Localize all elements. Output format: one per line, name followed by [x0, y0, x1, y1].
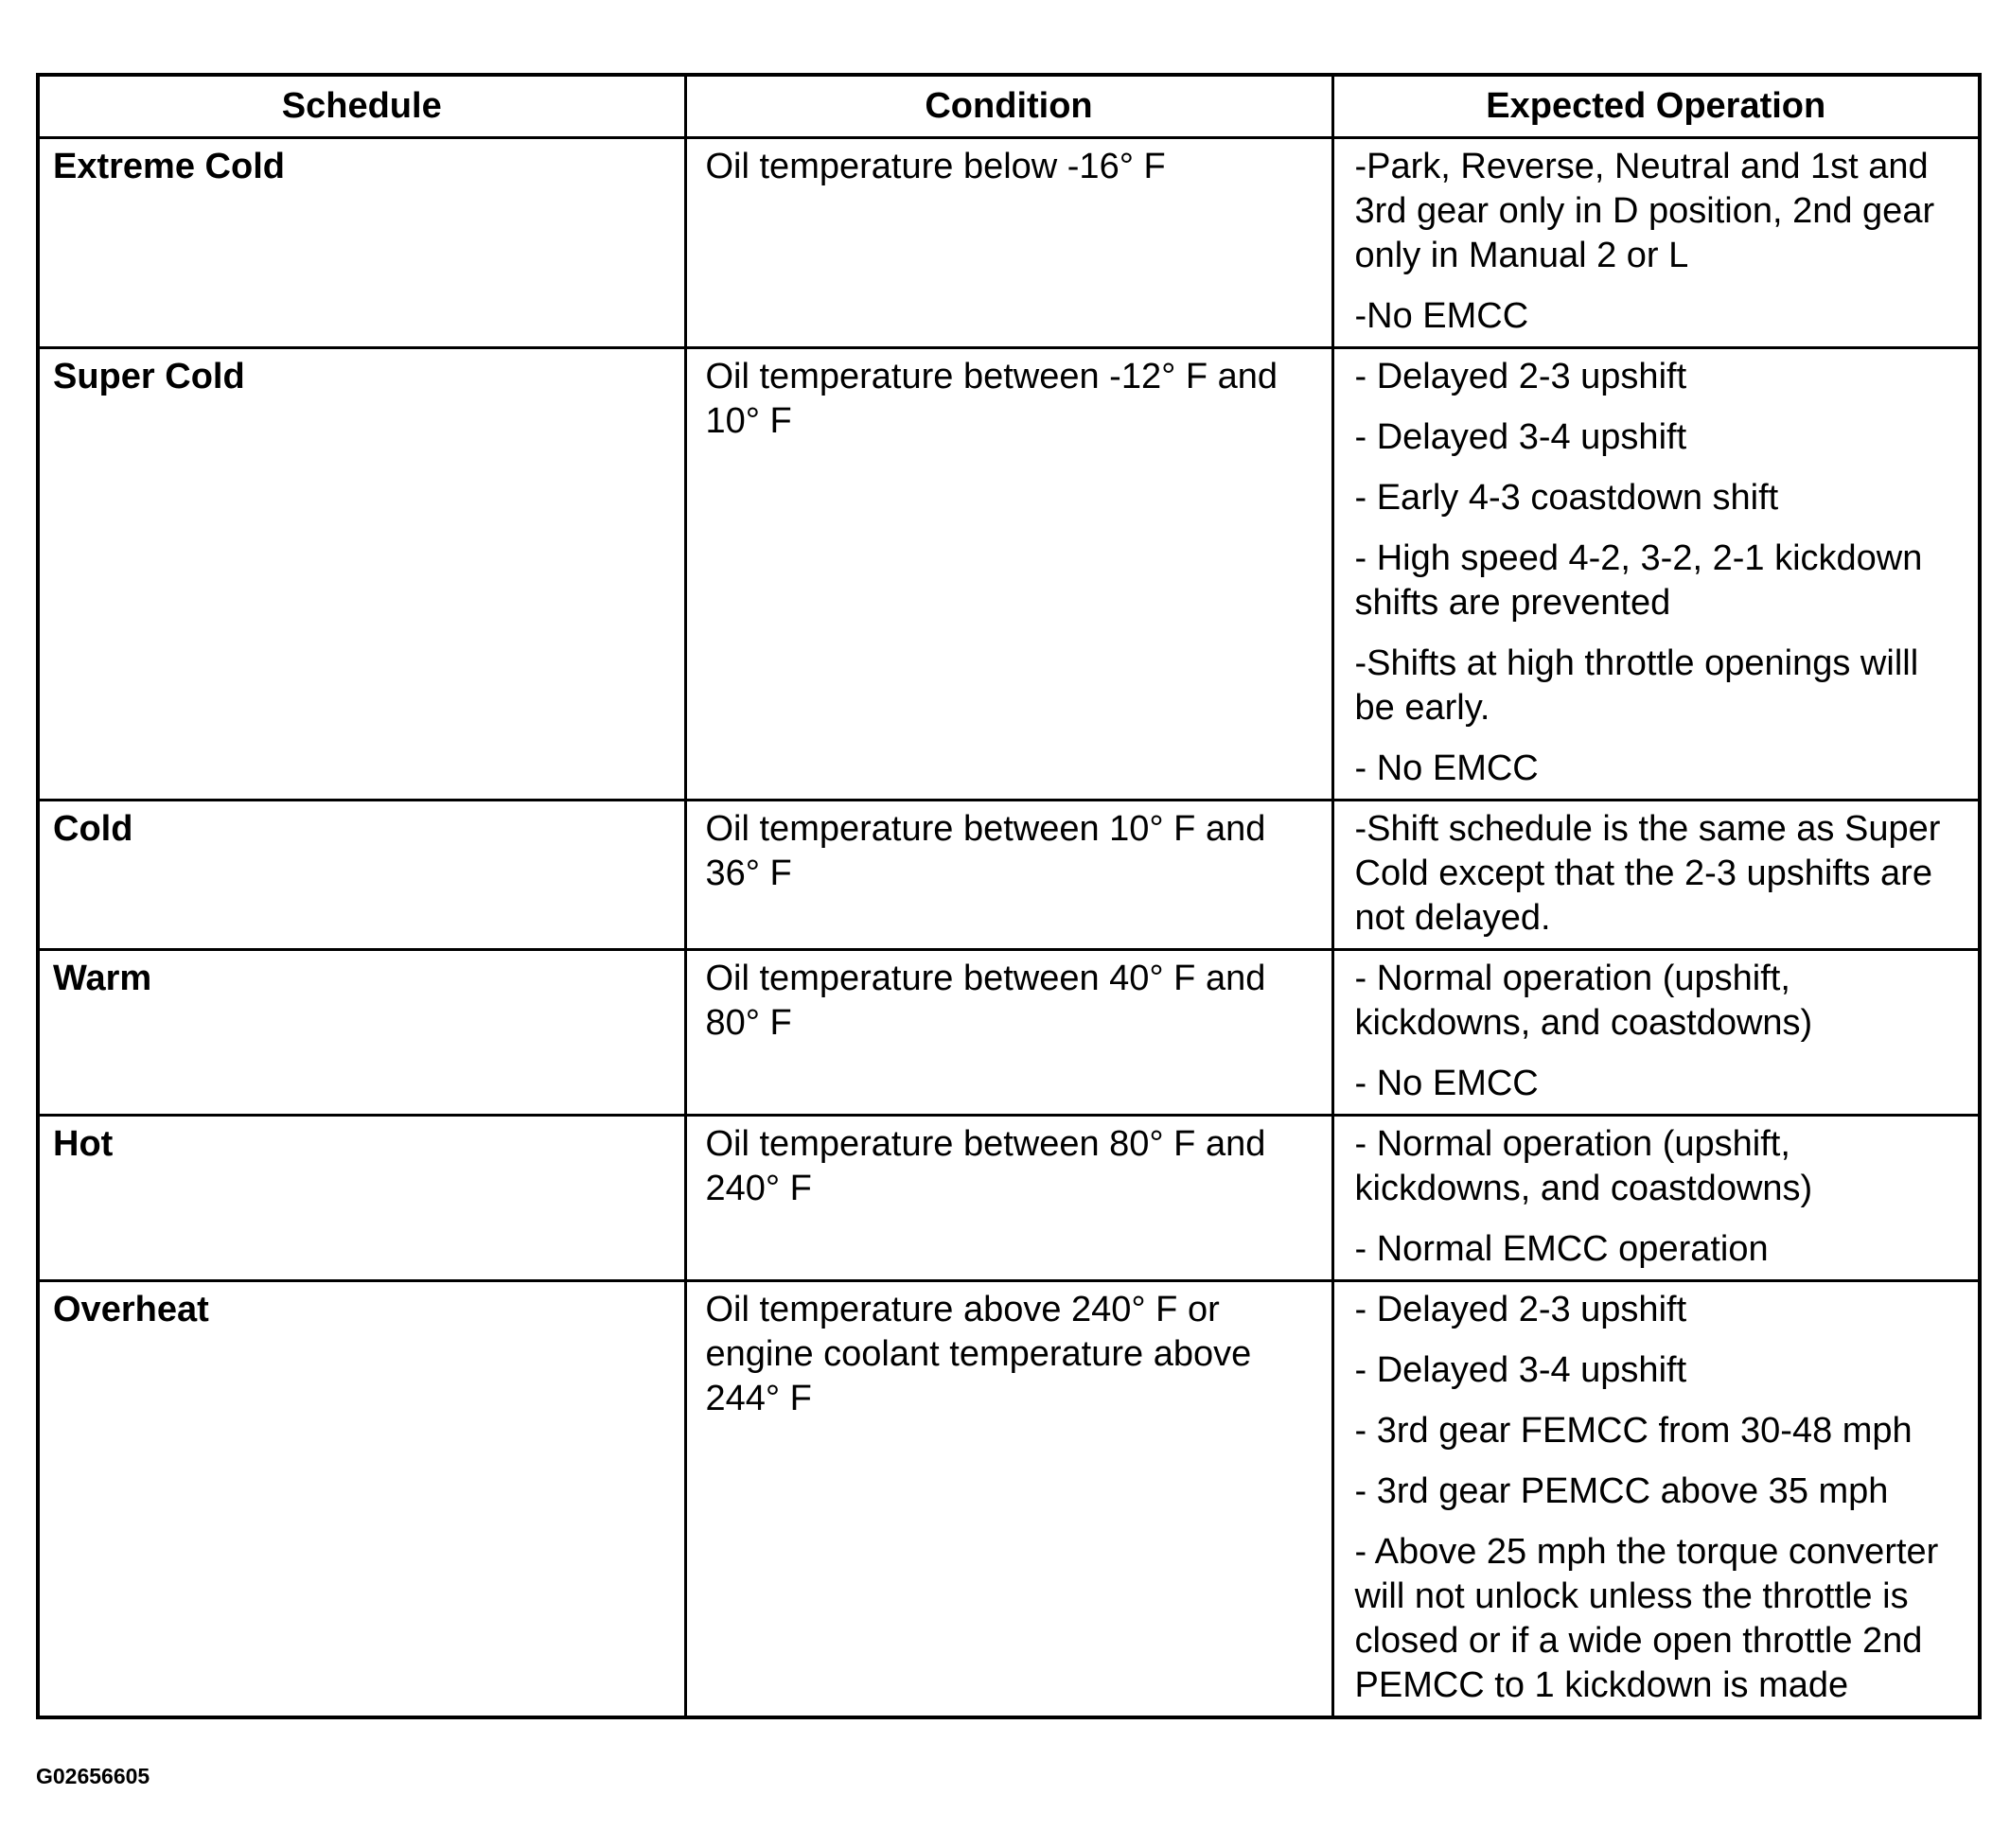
operation-item: - Delayed 2-3 upshift: [1354, 357, 1687, 396]
header-row: [38, 75, 1980, 138]
schedule-cell: Warm: [38, 950, 685, 1116]
table-row: [38, 950, 1980, 1116]
table-row: [38, 348, 1980, 801]
schedule-cell: Super Cold: [38, 348, 685, 801]
schedule-cell: Hot: [38, 1116, 685, 1281]
table-row: [38, 1116, 1980, 1281]
operation-item: - 3rd gear FEMCC from 30-48 mph: [1354, 1411, 1913, 1451]
header-expected-operation: Expected Operation: [1332, 75, 1980, 138]
operation-item: - Delayed 3-4 upshift: [1354, 1350, 1687, 1390]
operation-item: -Shift schedule is the same as Super Cold except that the 2-3 upshifts are not delayed.: [1354, 809, 1941, 938]
header-condition: Condition: [685, 75, 1332, 138]
operation-item: - Early 4-3 coastdown shift: [1354, 478, 1779, 518]
header-schedule: Schedule: [38, 75, 685, 138]
shift-schedule-table: [36, 73, 1982, 1719]
condition-cell: Oil temperature above 240° F or engine coolant temperature above 244° F: [685, 1281, 1332, 1718]
expected-operation-cell: [1332, 1116, 1980, 1281]
operation-item: - High speed 4-2, 3-2, 2-1 kickdown shifts are prevented: [1354, 538, 1923, 623]
expected-operation-cell: [1332, 1281, 1980, 1718]
operation-item: - Above 25 mph the torque converter will not unlock unless the throttle is closed or if a wide open throttle 2nd PEMCC to 1 kickdown is made: [1354, 1532, 1939, 1705]
schedule-cell: Overheat: [38, 1281, 685, 1718]
operation-item: -Park, Reverse, Neutral and 1st and 3rd gear only in D position, 2nd gear only in Manual 2 or L: [1354, 147, 1935, 275]
operation-item: - No EMCC: [1354, 748, 1539, 788]
expected-operation-cell: [1332, 950, 1980, 1116]
table-row: [38, 138, 1980, 348]
operation-item: - Normal operation (upshift, kickdowns, and coastdowns): [1354, 1124, 1813, 1208]
table-row: [38, 1281, 1980, 1718]
table-header: [38, 75, 1980, 138]
schedule-cell: Extreme Cold: [38, 138, 685, 348]
condition-cell: Oil temperature between 40° F and 80° F: [685, 950, 1332, 1116]
table-row: [38, 801, 1980, 950]
expected-operation-cell: [1332, 801, 1980, 950]
condition-cell: Oil temperature below -16° F: [685, 138, 1332, 348]
table-body: [38, 138, 1980, 1718]
expected-operation-cell: [1332, 348, 1980, 801]
figure-id: G02656605: [36, 1764, 150, 1788]
operation-item: - Delayed 2-3 upshift: [1354, 1290, 1687, 1329]
operation-item: -Shifts at high throttle openings willl be early.: [1354, 643, 1919, 728]
schedule-cell: Cold: [38, 801, 685, 950]
expected-operation-cell: [1332, 138, 1980, 348]
operation-item: - No EMCC: [1354, 1064, 1539, 1103]
operation-item: - Normal EMCC operation: [1354, 1229, 1769, 1269]
condition-cell: Oil temperature between 10° F and 36° F: [685, 801, 1332, 950]
operation-item: - 3rd gear PEMCC above 35 mph: [1354, 1471, 1889, 1511]
condition-cell: Oil temperature between -12° F and 10° F: [685, 348, 1332, 801]
operation-item: - Delayed 3-4 upshift: [1354, 417, 1687, 457]
operation-item: -No EMCC: [1354, 296, 1529, 336]
condition-cell: Oil temperature between 80° F and 240° F: [685, 1116, 1332, 1281]
operation-item: - Normal operation (upshift, kickdowns, and coastdowns): [1354, 959, 1813, 1043]
